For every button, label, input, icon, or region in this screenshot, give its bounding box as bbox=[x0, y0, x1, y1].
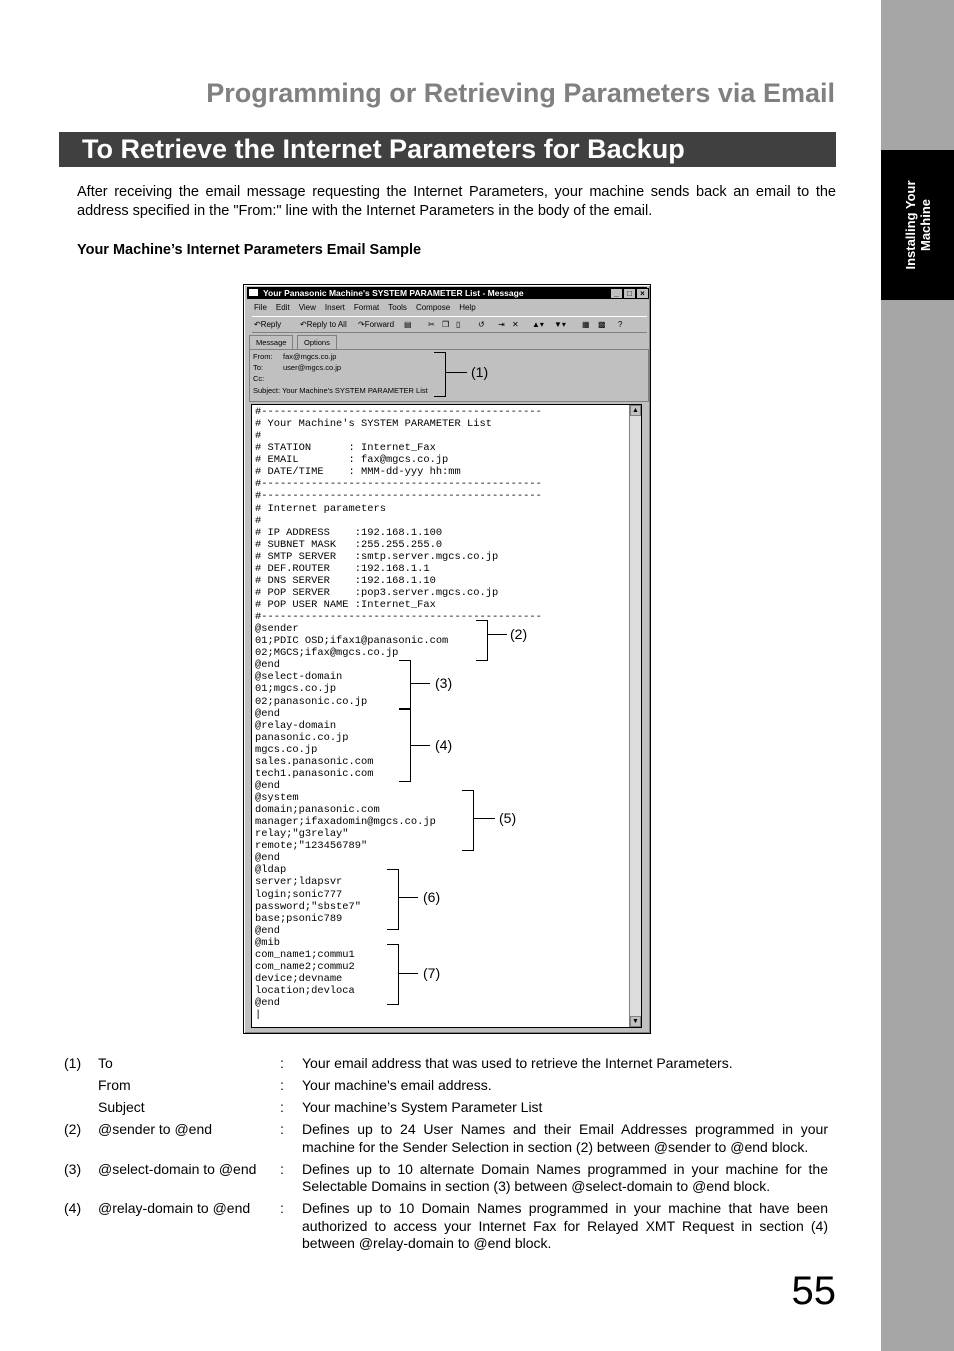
minimize-icon[interactable]: _ bbox=[610, 288, 623, 299]
menu-help[interactable]: Help bbox=[459, 303, 476, 312]
from-label: From: bbox=[253, 352, 273, 361]
legend-colon: : bbox=[280, 1121, 284, 1137]
menu-bar bbox=[254, 302, 485, 314]
legend-list bbox=[64, 1055, 828, 1257]
legend-number: (2) bbox=[64, 1121, 82, 1137]
legend-term: @select-domain to @end bbox=[98, 1160, 257, 1177]
envelope-icon bbox=[249, 289, 258, 296]
bracket-6-leader bbox=[398, 897, 418, 898]
legend-row bbox=[64, 1161, 828, 1196]
paste-icon[interactable]: ▯ bbox=[456, 320, 461, 329]
previous-icon[interactable]: ▲▾ bbox=[532, 320, 544, 329]
close-icon[interactable]: × bbox=[636, 288, 649, 299]
tab-options[interactable]: Options bbox=[297, 335, 337, 349]
maximize-icon[interactable]: □ bbox=[623, 288, 636, 299]
email-window bbox=[243, 284, 651, 1034]
legend-description: Defines up to 24 User Names and their Email Addresses programmed in your machine for the Sender Selection in section (2) between @sender to @end block. bbox=[302, 1121, 828, 1155]
undo-icon[interactable]: ↺ bbox=[478, 320, 485, 329]
help-icon[interactable]: ? bbox=[618, 320, 623, 329]
reply-all-button[interactable]: ↶ Reply to All bbox=[300, 317, 307, 332]
bracket-4-leader bbox=[410, 745, 430, 746]
legend-colon: : bbox=[280, 1099, 284, 1115]
cut-icon[interactable]: ✂ bbox=[428, 320, 435, 329]
menu-edit[interactable]: Edit bbox=[275, 303, 290, 312]
bracket-7 bbox=[387, 944, 399, 1005]
legend-description: Your email address that was used to retrieve the Internet Parameters. bbox=[302, 1055, 733, 1071]
bracket-3 bbox=[399, 660, 411, 709]
callout-4: (4) bbox=[435, 737, 453, 753]
menu-format[interactable]: Format bbox=[353, 303, 380, 312]
from-row bbox=[253, 351, 336, 362]
legend-colon: : bbox=[280, 1200, 284, 1216]
bracket-2 bbox=[476, 620, 488, 661]
callout-3: (3) bbox=[435, 675, 453, 691]
cc-label: Cc: bbox=[253, 374, 265, 383]
window-title: Your Panasonic Machine's SYSTEM PARAMETER List - Message bbox=[263, 288, 524, 298]
chapter-tab-line1: Installing Your bbox=[902, 180, 918, 270]
legend-row bbox=[64, 1055, 828, 1073]
menu-tools[interactable]: Tools bbox=[388, 303, 407, 312]
bracket-5 bbox=[462, 790, 474, 851]
legend-number: (1) bbox=[64, 1055, 82, 1071]
move-icon[interactable]: ⇥ bbox=[498, 320, 505, 329]
menu-insert[interactable]: Insert bbox=[324, 303, 345, 312]
message-header bbox=[249, 349, 649, 402]
legend-colon: : bbox=[280, 1055, 284, 1071]
bracket-5-leader bbox=[473, 818, 495, 819]
vertical-scrollbar[interactable] bbox=[629, 405, 641, 1027]
legend-description: Defines up to 10 alternate Domain Names programmed in your machine for the Selectable Domains in section (3) between @select-domain to @end block. bbox=[302, 1160, 828, 1194]
callout-7: (7) bbox=[423, 965, 441, 981]
from-value[interactable]: fax@mgcs.co.jp bbox=[283, 352, 337, 361]
address-book-icon[interactable]: ▦ bbox=[582, 320, 590, 329]
reply-button[interactable]: ↶ Reply bbox=[254, 317, 261, 332]
legend-term: @relay-domain to @end bbox=[98, 1200, 251, 1216]
bracket-1-leader bbox=[445, 372, 467, 373]
next-icon[interactable]: ▼▾ bbox=[554, 320, 566, 329]
section-title: To Retrieve the Internet Parameters for Backup bbox=[82, 134, 685, 164]
toolbar bbox=[252, 316, 647, 333]
callout-1: (1) bbox=[471, 364, 489, 380]
legend-number: (3) bbox=[64, 1160, 82, 1177]
chapter-tab bbox=[881, 150, 954, 300]
scroll-up-icon[interactable]: ▲ bbox=[630, 405, 641, 416]
subject-value[interactable]: Your Machine's SYSTEM PARAMETER List bbox=[282, 386, 428, 395]
menu-file[interactable]: File bbox=[254, 303, 267, 312]
legend-colon: : bbox=[280, 1160, 284, 1177]
to-value[interactable]: user@mgcs.co.jp bbox=[283, 363, 342, 372]
reply-label: Reply bbox=[260, 320, 282, 329]
chapter-title: Programming or Retrieving Parameters via Email bbox=[206, 78, 835, 108]
legend-number: (4) bbox=[64, 1200, 82, 1216]
menu-compose[interactable]: Compose bbox=[415, 303, 451, 312]
forward-label: Forward bbox=[364, 320, 395, 329]
message-body[interactable] bbox=[251, 404, 642, 1028]
delete-icon[interactable]: ✕ bbox=[512, 320, 519, 329]
message-body-text: #--------------------------------------------- # Your Machine's SYSTEM PARAMETER List # # STATION : Internet_Fax # EMAIL : fax@mgcs.co.jp # DATE/TIME : MMM-dd-yyy hh:mm #--------------------------------------------- #--------------------------------------------- # Internet parameters # # IP ADDRESS :192.168.1.100 # SUBNET MASK :255.255.255.0 # SMTP SERVER :smtp.server.mgcs.co.jp # DEF.ROUTER :192.168.1.1 # DNS SERVER :192.168.1.10 # POP SERVER :pop3.server.mgcs.co.jp # POP USER NAME :Internet_Fax #--------------------------------------------- @sender 01;PDIC OSD;ifax1@panasonic.com 02;MGCS;ifax@mgcs.co.jp @end @select-domain 01;mgcs.co.jp 02;panasonic.co.jp @end @relay-domain panasonic.co.jp mgcs.co.jp sales.panasonic.com tech1.panasonic.com @end @system domain;panasonic.com manager;ifaxadomin@mgcs.co.jp relay;"g3relay" remote;"123456789" @end @ldap server;ldapsvr login;sonic777 password;"sbste7" base;psonic789 @end @mib com_name1;commu1 com_name2;commu2 device;devname location;devloca @end | bbox=[255, 406, 542, 1022]
bracket-7-leader bbox=[398, 973, 418, 974]
reply-all-label: Reply to All bbox=[306, 320, 347, 329]
bracket-3-leader bbox=[410, 683, 430, 684]
print-icon[interactable]: ▤ bbox=[404, 320, 412, 329]
legend-term: @sender to @end bbox=[98, 1121, 213, 1137]
bracket-2-leader bbox=[487, 634, 507, 635]
legend-row bbox=[64, 1200, 828, 1253]
subject-row bbox=[253, 385, 428, 396]
cc-row bbox=[253, 373, 283, 384]
legend-term: To bbox=[98, 1055, 113, 1071]
legend-colon: : bbox=[280, 1077, 284, 1093]
to-label: To: bbox=[253, 363, 264, 372]
copy-icon[interactable]: ❐ bbox=[442, 320, 450, 329]
legend-row bbox=[64, 1121, 828, 1156]
intro-paragraph: After receiving the email message requesting the Internet Parameters, your machine sends back an email to the address specified in the "From:" line with the Internet Parameters in the body of the email. bbox=[77, 184, 836, 219]
sample-heading: Your Machine’s Internet Parameters Email Sample bbox=[77, 242, 422, 258]
section-banner bbox=[59, 132, 836, 167]
tab-message[interactable]: Message bbox=[249, 335, 293, 349]
chapter-tab-label bbox=[881, 150, 954, 300]
callout-5: (5) bbox=[499, 810, 517, 826]
legend-row bbox=[64, 1099, 828, 1117]
legend-term: From bbox=[98, 1077, 131, 1093]
page-number: 55 bbox=[791, 1269, 836, 1313]
forward-button[interactable]: ↷ Forward bbox=[358, 317, 365, 332]
legend-term: Subject bbox=[98, 1099, 145, 1115]
menu-view[interactable]: View bbox=[298, 303, 316, 312]
window-titlebar bbox=[247, 287, 647, 299]
bracket-1 bbox=[434, 352, 446, 397]
chapter-tab-line2: Machine bbox=[917, 199, 933, 252]
callout-2: (2) bbox=[510, 626, 528, 642]
callout-6: (6) bbox=[423, 889, 441, 905]
legend-description: Your machine’s System Parameter List bbox=[302, 1099, 543, 1115]
bracket-6 bbox=[387, 869, 399, 930]
legend-description: Your machine's email address. bbox=[302, 1077, 492, 1093]
to-row bbox=[253, 362, 341, 373]
scroll-down-icon[interactable]: ▼ bbox=[630, 1016, 641, 1027]
legend-description: Defines up to 10 Domain Names programmed in your machine that have been authorized to access your Internet Fax for Relayed XMT Request in section (4) between @relay-domain to @end block. bbox=[302, 1200, 828, 1251]
find-icon[interactable]: ▩ bbox=[598, 320, 606, 329]
legend-row bbox=[64, 1077, 828, 1095]
subject-label: Subject: bbox=[253, 386, 281, 395]
